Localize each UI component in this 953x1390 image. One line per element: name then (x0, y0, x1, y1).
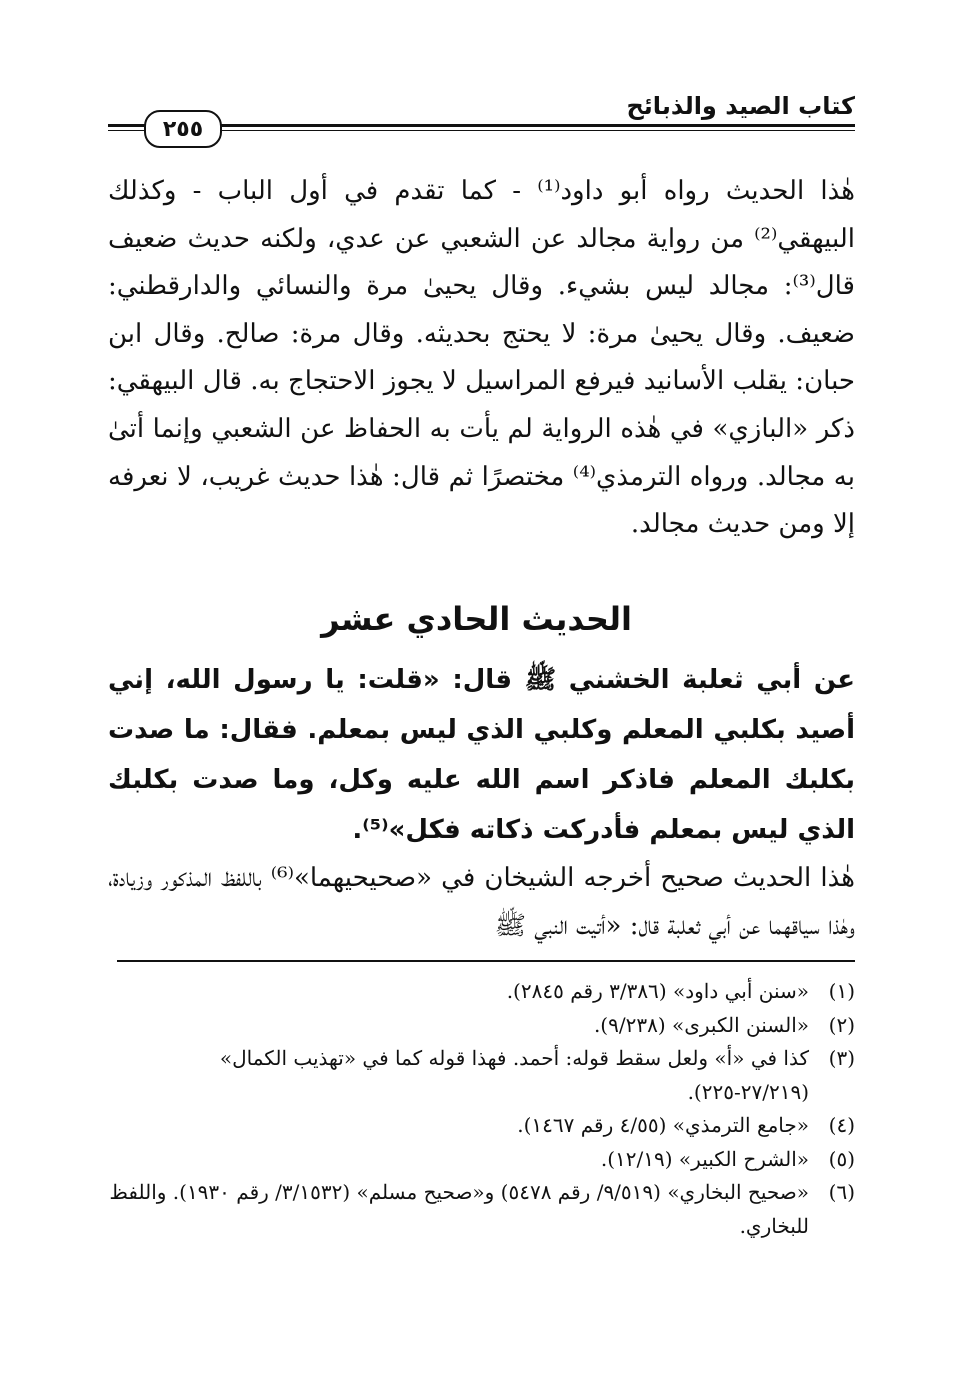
section-heading: الحديث الحادي عشر (321, 600, 632, 638)
footnote-marker: (٦) (828, 1180, 855, 1204)
hadith-text-block (108, 655, 855, 855)
footnote-text: كذا في «أ» ولعل سقط قوله: أحمد. فهذا قوله كما في «تهذيب الكمال» (٢٧/٢١٩-٢٢٥). (219, 1046, 809, 1104)
page-number (144, 110, 222, 148)
footnote-marker: (٢) (828, 1012, 855, 1037)
page-number-text: ٢٥٥ (162, 116, 204, 142)
footnote-marker: (٤) (828, 1113, 855, 1137)
running-header-title: كتاب الصيد والذبائح (626, 92, 855, 120)
footnote-marker: (٣) (828, 1046, 855, 1070)
footnote-divider (117, 960, 855, 962)
footnote-3 (108, 1042, 855, 1109)
footnotes-section (108, 975, 855, 1243)
footnote-text: «جامع الترمذي» (٤/٥٥ رقم ١٤٦٧). (517, 1113, 809, 1137)
paragraph-text: هٰذا الحديث رواه أبو داود⁽¹⁾ - كما تقدم في أول الباب - وكذلك البيهقي⁽²⁾ من رواية مجالد عن الشعبي عن عدي، ولكنه حديث ضعيف قال⁽³⁾: مجالد ليس بشيء. وقال يحيىٰ مرة والنسائي والدارقطني: ضعيف. وقال يحيىٰ مرة: لا يحتج بحديثه. وقال مرة: صالح. وقال ابن حبان: يقلب الأسانيد فيرفع المراسيل لا يجوز الاحتجاج به. قال البيهقي: ذكر «البازي» في هٰذه الرواية لم يأت به الحفاظ عن الشعبي وإنما أتىٰ به مجالد. ورواه الترمذي⁽⁴⁾ مختصرًا ثم قال: هٰذا حديث غريب، لا نعرفه إلا ومن حديث مجالد. (108, 176, 855, 540)
footnote-text: «السنن الكبرى» (٩/٢٣٨). (593, 1012, 809, 1037)
footnote-5 (108, 1143, 855, 1177)
footnote-1 (108, 975, 855, 1009)
footnote-4 (108, 1109, 855, 1143)
footnote-6 (108, 1176, 855, 1243)
footnote-marker: (٥) (828, 1146, 855, 1171)
footnote-marker: (١) (828, 979, 855, 1003)
footnote-text: «سنن أبي داود» (٣/٣٨٦ رقم ٢٨٤٥). (506, 979, 809, 1003)
paragraph-text: هٰذا الحديث صحيح أخرجه الشيخان في «صحيحيهما»⁽⁶⁾ باللفظ المذكور وزيادة، وهٰذا سياقهما عن أبي ثعلبة قال: «أتيت النبي ﷺ (108, 863, 855, 941)
hadith-text: عن أبي ثعلبة الخشني ﷺ قال: «قلت: يا رسول الله، إني أصيد بكلبي المعلم وكلبي الذي ليس بمعلم. فقال: ما صدت بكلبك المعلم فاذكر اسم الله عليه وكل، وما صدت بكلبك الذي ليس بمعلم فأدركت ذكاته فكل»⁽⁵⁾. (108, 665, 855, 845)
body-paragraph-1 (108, 168, 855, 549)
footnote-2 (108, 1009, 855, 1043)
footnote-text: «الشرح الكبير» (١٢/١٩). (600, 1146, 809, 1171)
body-paragraph-3 (108, 855, 855, 950)
footnote-text: «صحيح البخاري» (٩/٥١٩/ رقم ٥٤٧٨) و«صحيح مسلم» (٣/١٥٣٢/ رقم ١٩٣٠). واللفظ للبخاري. (109, 1180, 809, 1238)
